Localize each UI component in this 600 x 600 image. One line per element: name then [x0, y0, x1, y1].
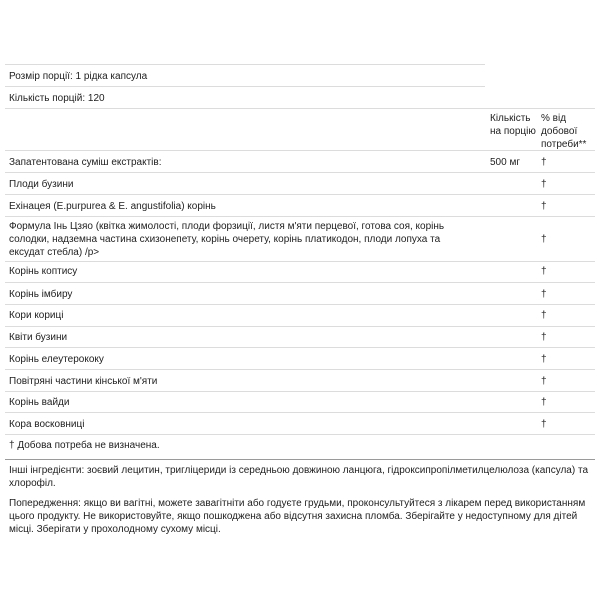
- divider: [5, 86, 485, 87]
- ingredient-row-dv: †: [541, 376, 547, 387]
- ingredient-row-label: Кори кориці: [9, 310, 64, 321]
- ingredient-row-label: Формула Інь Цзяо (квітка жимолості, плоди форзиції, листя м'яти перцевої, готова соя, корінь солодки, надземна частина схизонепету, корінь очерету, корінь платикодон, плоди лопуха та ексудат стебла) /p>: [9, 221, 445, 258]
- daily-value-header: % від добової потреби**: [541, 113, 587, 150]
- divider: [5, 172, 595, 173]
- ingredient-row-label: Повітряні частини кінської м'яти: [9, 376, 158, 387]
- ingredient-row-label: Квіти бузини: [9, 332, 68, 343]
- ingredient-row-label: Кора восковниці: [9, 419, 85, 430]
- ingredient-row-dv: †: [541, 397, 547, 408]
- divider: [5, 391, 595, 392]
- ingredient-row-dv: †: [541, 354, 547, 365]
- ingredient-row-amount: 500 мг: [490, 157, 520, 168]
- divider: [5, 326, 595, 327]
- serving-size: Розмір порції: 1 рідка капсула: [9, 71, 148, 82]
- divider: [5, 369, 595, 370]
- ingredient-row-label: Корінь елеутерококу: [9, 354, 104, 365]
- divider: [5, 216, 595, 217]
- ingredient-row-label: Корінь коптису: [9, 266, 78, 277]
- daily-value-footnote: † Добова потреба не визначена.: [9, 440, 160, 451]
- divider: [5, 347, 595, 348]
- servings-count: Кількість порцій: 120: [9, 93, 105, 104]
- ingredient-row-label: Корінь вайди: [9, 397, 70, 408]
- divider: [5, 108, 595, 109]
- ingredient-row-label: Ехінацея (E.purpurea & E. angustifolia) корінь: [9, 201, 216, 212]
- divider: [5, 434, 595, 435]
- warning-text: Попередження: якщо ви вагітні, можете завагітніти або годуєте грудьми, проконсультуйтеся з лікарем перед використанням цього продукту. Не використовуйте, якщо пошкоджена або відсутня захисна пломба. Зберігайте у недоступному для дітей місці. Зберігати у прохолодному сухому місці.: [9, 498, 586, 535]
- divider: [5, 412, 595, 413]
- divider: [5, 194, 595, 195]
- divider: [5, 64, 485, 65]
- ingredient-row-dv: †: [541, 201, 547, 212]
- divider: [5, 150, 595, 151]
- amount-per-serving-header: Кількість на порцію: [490, 113, 536, 137]
- ingredient-row-dv: †: [541, 157, 547, 168]
- ingredient-row-dv: †: [541, 234, 547, 245]
- ingredient-row-label: Запатентована суміш екстрактів:: [9, 157, 162, 168]
- ingredient-row-dv: †: [541, 266, 547, 277]
- ingredient-row-label: Корінь імбиру: [9, 289, 73, 300]
- other-ingredients: Інші інгредієнти: зоєвий лецитин, тригліцериди із середньою довжиною ланцюга, гідроксипропілметилцелюлоза (капсула) та хлорофіл.: [9, 465, 589, 489]
- ingredient-row-label: Плоди бузини: [9, 179, 74, 190]
- divider: [5, 304, 595, 305]
- ingredient-row-dv: †: [541, 332, 547, 343]
- ingredient-row-dv: †: [541, 419, 547, 430]
- ingredient-row-dv: †: [541, 179, 547, 190]
- divider: [5, 282, 595, 283]
- ingredient-row-dv: †: [541, 310, 547, 321]
- divider: [5, 459, 595, 460]
- ingredient-row-dv: †: [541, 289, 547, 300]
- divider: [5, 261, 595, 262]
